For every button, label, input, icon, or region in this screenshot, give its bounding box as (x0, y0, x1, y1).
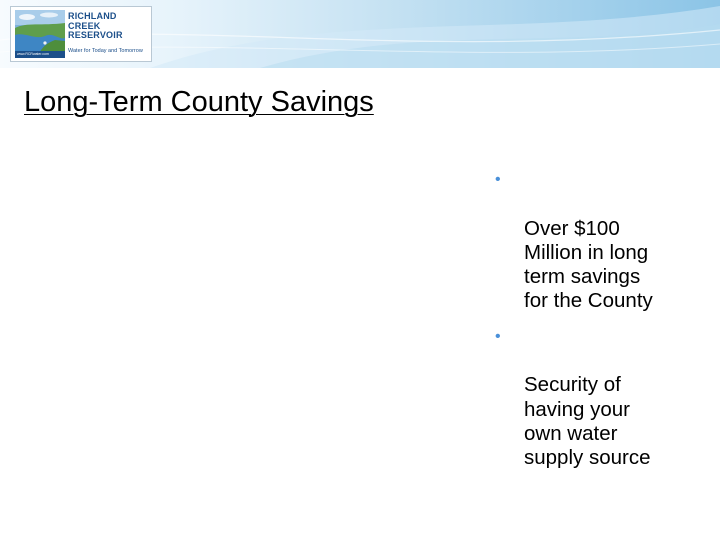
reservoir-landscape-icon (15, 10, 65, 58)
bullet-marker: • (495, 171, 501, 188)
richland-creek-reservoir-logo (10, 6, 152, 62)
header-band (0, 0, 720, 68)
bullet-text-savings: Over $100 Million in long term savings for the County (524, 216, 653, 313)
bullet-text-security: Security of having your own water supply source (524, 373, 651, 470)
bullet-list (495, 168, 705, 482)
bullet-item-security (495, 325, 705, 471)
bullet-item-savings (495, 168, 705, 314)
logo-url: www.RCRwater.com (17, 52, 49, 56)
logo-tagline: Water for Today and Tomorrow (68, 48, 143, 54)
slide-title: Long-Term County Savings (24, 86, 374, 118)
bullet-marker: • (495, 327, 501, 345)
logo-name: RICHLAND CREEK RESERVOIR (68, 11, 123, 40)
